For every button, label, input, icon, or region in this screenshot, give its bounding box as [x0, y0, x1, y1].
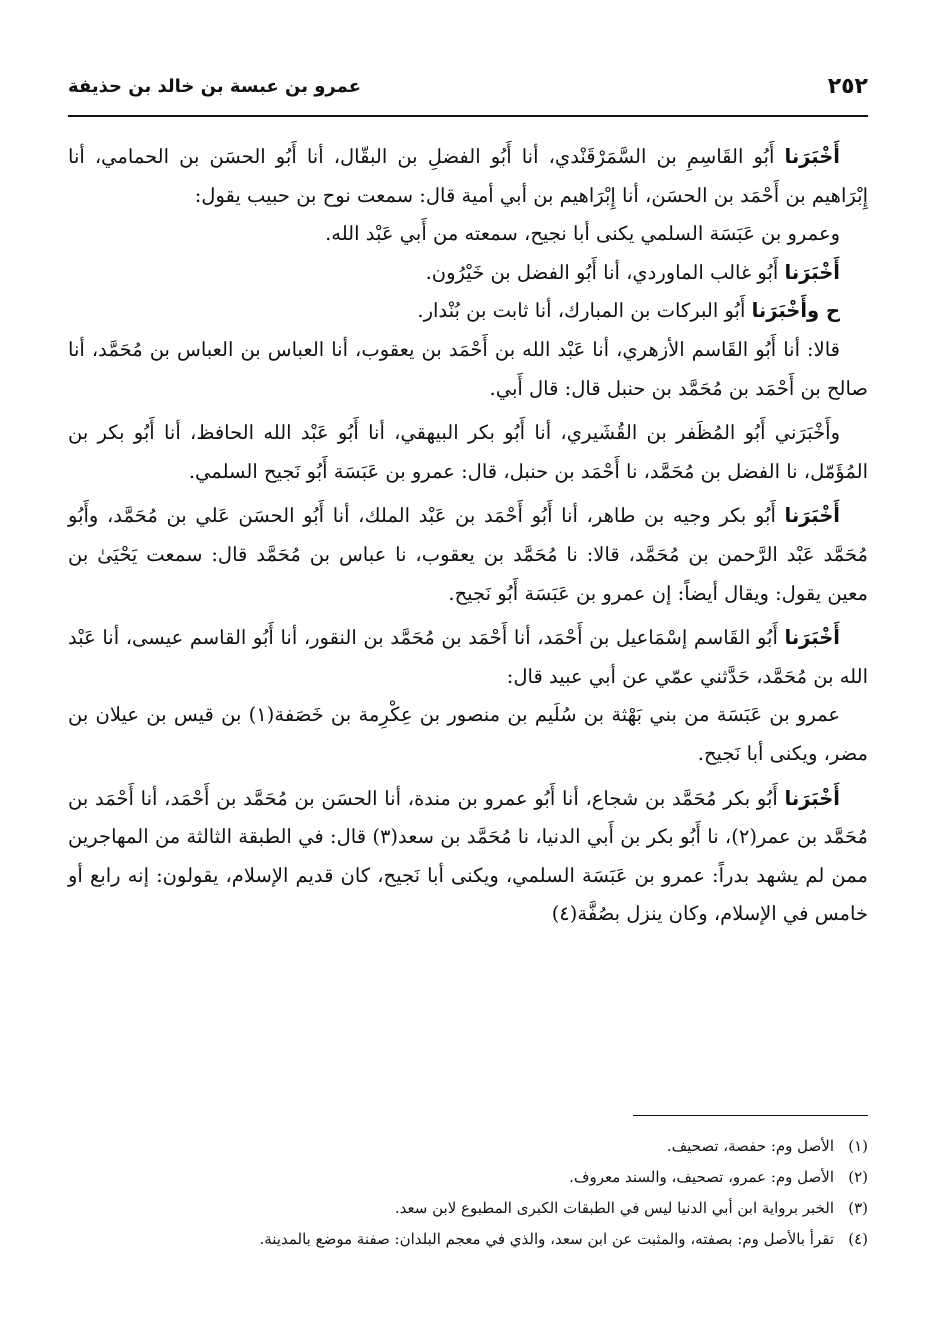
footnotes: [68, 1131, 868, 1255]
paragraph-text: أَبُو بكر مُحَمَّد بن شجاع، أنا أَبُو عمرو بن مندة، أنا الحسَن بن مُحَمَّد بن أَحْمَد، أنا أَحْمَد بن مُحَمَّد بن عمر(٢)، نا أَبُو بكر بن أَبي الدنيا، نا مُحَمَّد بن سعد(٣) قال: في الطبقة الثالثة من المهاجرين ممن لم يشهد بدراً: عمرو بن عَبَسَة السلمي، ويكنى أبا نَجيح، كان قديم الإسلام، يقولون: إنه رابع أو خامس في الإسلام، وكان ينزل بصُفَّة(٤): [68, 786, 868, 926]
paragraph-text: أَبُو البركات بن المبارك، أنا ثابت بن بُنْدار.: [417, 299, 752, 323]
keyword: أَخْبَرَنا: [784, 504, 840, 528]
footnote-rule: [633, 1115, 868, 1116]
main-text: [68, 138, 868, 934]
footnote: [68, 1193, 868, 1224]
paragraph-text: أَبُو بكر وجيه بن طاهر، أنا أَبُو أَحْمَد بن عَبْد الملك، أنا أَبُو الحسَن عَلي بن مُحَمَّد، وأَبُو مُحَمَّد عَبْد الرَّحمن بن مُحَمَّد، قالا: نا مُحَمَّد بن يعقوب، نا عباس بن مُحَمَّد قال: سمعت يَحْيَىٰ بن معين يقول: ويقال أيضاً: إن عمرو بن عَبَسَة أَبُو نَجيح.: [68, 504, 868, 605]
keyword: ح وأَخْبَرَنا: [751, 299, 840, 323]
paragraph: [68, 331, 868, 408]
keyword: أَخْبَرَنا: [784, 786, 840, 810]
footnote-text: تقرأ بالأصل وم: بصفته، والمثبت عن ابن سعد، والذي في معجم البلدان: صفنة موضع بالمدينة.: [259, 1230, 834, 1248]
footnote: [68, 1162, 868, 1193]
paragraph-text: وأَخْبَرَني أَبُو المُظَفر بن القُشَيري، أنا أَبُو بكر البيهقي، أنا أَبُو عَبْد الله الحافظ، أنا أَبُو بكر بن المُؤَمّل، نا الفضل بن مُحَمَّد، نا أَحْمَد بن حنبل، قال: عمرو بن عَبَسَة أَبُو نَجيح السلمي.: [68, 421, 868, 483]
keyword: أَخْبَرَنا: [784, 626, 840, 650]
paragraph: [68, 414, 868, 491]
paragraph: [68, 138, 868, 215]
paragraph-text: أَبُو القَاسِمِ بن السَّمَرْقَنْدي، أنا أَبُو الفضلِ بن البقّال، أنا أَبُو الحسَن بن الحمامي، أنا إِبْرَاهيم بن أَحْمَد بن الحسَن، أنا إِبْرَاهيم بن أبي أمية قال: سمعت نوح بن حبيب يقول:: [68, 145, 868, 207]
running-title: عمرو بن عبسة بن خالد بن حذيفة: [68, 76, 361, 97]
paragraph-text: قالا: أنا أَبُو القَاسم الأزهري، أنا عَبْد الله بن أَحْمَد بن يعقوب، أنا العباس بن العباس بن مُحَمَّد، أنا صالح بن أَحْمَد بن مُحَمَّد بن حنبل قال: قال أَبي.: [68, 337, 868, 400]
paragraph-text: عمرو بن عَبَسَة من بني بَهْثة بن سُلَيم بن منصور بن عِكْرِمة بن خَصَفة(١) بن قيس بن عيلان بن مضر، ويكنى أبا نَجيح.: [68, 703, 868, 765]
footnote-text: الأصل وم: حفصة، تصحيف.: [666, 1137, 834, 1155]
paragraph: [68, 780, 868, 934]
paragraph: [68, 696, 868, 773]
footnote-number: (١): [848, 1137, 868, 1155]
paragraph: [68, 497, 868, 613]
paragraph-text: أَبُو القَاسم إسْمَاعيل بن أَحْمَد، أنا أَحْمَد بن مُحَمَّد بن النقور، أنا أَبُو القاسم عيسى، أنا عَبْد الله بن مُحَمَّد، حَدَّثني عمّي عن أبي عبيد قال:: [68, 626, 868, 688]
paragraph-text: وعمرو بن عَبَسَة السلمي يكنى أبا نجيح، سمعته من أَبي عَبْد الله.: [325, 222, 840, 246]
page-header: [68, 72, 868, 112]
paragraph: [68, 292, 868, 331]
keyword: أَخْبَرَنا: [784, 260, 840, 284]
footnote-text: الأصل وم: عمرو، تصحيف، والسند معروف.: [569, 1168, 834, 1186]
paragraph: [68, 254, 868, 293]
footnote-number: (٤): [848, 1230, 868, 1248]
page-number: ٢٥٢: [827, 74, 868, 99]
paragraph: [68, 215, 868, 254]
footnote-number: (٣): [848, 1199, 868, 1217]
header-rule: [68, 115, 868, 117]
footnote: [68, 1131, 868, 1162]
paragraph-text: أَبُو غالب الماوردي، أنا أَبُو الفضل بن خَيْرُون.: [425, 260, 785, 284]
footnote: [68, 1224, 868, 1255]
paragraph: [68, 619, 868, 696]
keyword: أَخْبَرَنا: [784, 145, 840, 168]
footnote-text: الخبر برواية ابن أبي الدنيا ليس في الطبقات الكبرى المطبوع لابن سعد.: [394, 1199, 834, 1217]
footnote-number: (٢): [848, 1168, 868, 1186]
